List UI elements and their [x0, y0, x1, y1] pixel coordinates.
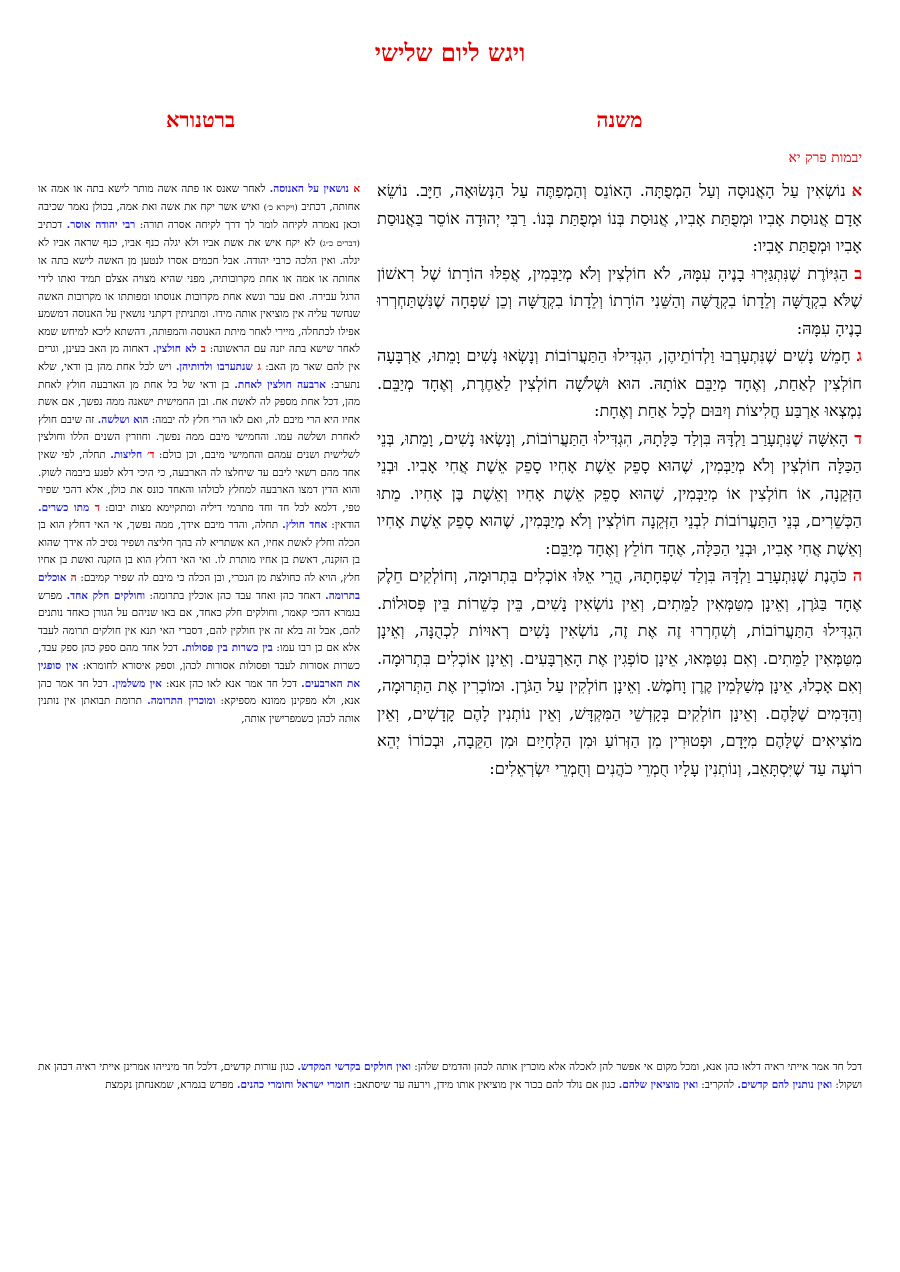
commentary-lemma: חומרי ישראל וחומרי כהנים.: [236, 1078, 350, 1091]
commentary-text: דכל אחד מהם ספק כהן ספק עבד, כשרות אסורות לעבד ופסולות אסורות לכהן, וספק איסורא לחומרא:: [38, 642, 360, 673]
commentary-lemma: אין משלמין.: [111, 677, 162, 690]
commentary-lemma: מתו כשרים.: [38, 501, 90, 514]
commentary-text: זה שיבם חולץ לאחרת ושלשה עמו. והחמישי מיבם ממה נפשך. וחוזרין השנים הללו וחולצין לשלישית ושנים עמהם והחמישי מיבם, וכן כולם:: [38, 413, 361, 461]
commentary-text: דכל חד אמר כהן אנא, ולא מפקינן ממונא מספיקא:: [38, 677, 360, 708]
commentary-mishnah-number: ד׳: [142, 448, 155, 461]
commentary-lemma: רבי יהודה אוסר.: [66, 219, 136, 232]
commentary-text: לאחר שאנס או פתה אשה מותר לישא בתה או אמה או אחותה, דכתיב: [38, 183, 360, 213]
mishnah-heading: משנה: [596, 107, 643, 132]
commentary-text: ויש לכל אחת מהן בן ודאי, שלא נתערב:: [38, 360, 361, 391]
commentary-text: בן ודאי של כל אחת מן הארבעה חולץ לאחת מהן, דכל אחת מספק לה לאשת אח. ובן החמישית ישאנה ממה נפשך, אם אשת אחיו היא הרי מיבם לה, ואם לאו הרי חלץ לה יבמה:: [38, 378, 360, 426]
mishnah-text: הָאִשָּׁה שֶׁנִּתְעָרַב וַלְדָּהּ בִּוְלַד כַּלָּתָהּ, הִגְדִּילוּ הַתַּעֲרוֹבוֹת, וְנָשְׂאוּ נָשִׁים, וָמֵתוּ, בְּנֵי הַכַּלָּה חוֹלְצִין וְלֹא מְיַבְּמִין, שֶׁהוּא סָפֵק אֵשֶׁת אָחִיו סָפֵק אֵשֶׁת אֲחִי אָבִיו. וּבְנֵי הַזְּקֵנָה, אוֹ חוֹלְצִין אוֹ מְיַבְּמִין, שֶׁהוּא סָפֵק אֵשֶׁת אָחִיו וְאֵשֶׁת בֶּן אָחִיו. מֵתוּ הַכְּשֵׁרִים, בְּנֵי הַתַּעֲרוֹבוֹת לִבְנֵי הַזְּקֵנָה חוֹלְצִין וְלֹא מְיַבְּמִין, שֶׁהוּא סָפֵק אֵשֶׁת אָחִיו וְאֵשֶׁת אֲחִי אָבִיו, וּבְנֵי הַכַּלָּה, אֶחָד חוֹלֵץ וְאֶחָד מְיַבֵּם:: [377, 428, 862, 558]
bartenura-heading: ברטנורא: [165, 107, 236, 132]
commentary-lemma: ואין חולקים בקדשי המקדש.: [297, 1061, 411, 1073]
commentary-lemma: שנתערבו ולדותיהן.: [175, 360, 253, 373]
commentary-text: דאחד כהן ואחד עבד כהן אוכלין בתרומה:: [145, 589, 326, 602]
commentary-text: כגון עורות קדשים, דלכל חד מינייהו אמרינן אייתי ראיה דכהן את ושקול:: [38, 1061, 862, 1091]
mishnah-paragraph: [377, 177, 862, 260]
commentary-lemma: אוכלים בתרומה.: [38, 572, 360, 602]
mishnah-paragraph: [377, 425, 862, 563]
mishnah-paragraph: [377, 562, 862, 782]
commentary-citation: (ויקרא כ׳): [263, 202, 298, 213]
commentary-lemma: לא חולצין.: [152, 343, 197, 356]
commentary-text: כגון אם נולד להם בכור אין מוציאין אותו מידן, וירעה עד שיסתאב:: [349, 1078, 619, 1091]
commentary-mishnah-number: ד: [89, 501, 100, 514]
commentary-text: תחלה, והדר מיבם אידך, ממה נפשך, אי האי דחלץ הוא בן הכלה וחלץ לאשת אחיו, הא אשתריא לה בהך חליצה ושפיר נסיב לה אידך שהוא בן הזקנה, דאשת בן אחיו מותרת לו. ואי האי דחלץ הוא בן הזקנה ואשת בן אחיו חלץ, הויא לה כחולצת מן הנכרי, ובן הכלה כי מיבם לה שפיר קמיבם:: [38, 519, 360, 585]
mishnah-number: ב: [854, 263, 862, 283]
commentary-lemma: ארבעה חולצין לאחת.: [234, 378, 326, 391]
commentary-mishnah-number: ג: [252, 360, 261, 373]
commentary-text: תחלה, לפי שאין אחד מהם רשאי ליבם עד שיחלצו לה הארבעה, כי היכי דלא לפגע ביבמה לשוק. והוא הדין דמצו הארבעה למחלץ לכולהו והאחד כונס את כולן, אלא דהכי שפיר טפי, דלמא לכל חד וחד מתרמי דיליה ומתקיימא מצות יבום:: [38, 448, 360, 514]
commentary-mishnah-number: ה: [66, 572, 77, 585]
mishnah-paragraph: [377, 342, 862, 425]
mishnah-number: א: [851, 181, 862, 200]
mishnah-text: כֹּהֶנֶת שֶׁנִּתְעָרַב וַלְדָּהּ בִּוְלַד שִׁפְחָתָהּ, הֲרֵי אֵלּוּ אוֹכְלִים בִּתְרוּמָה, וְחוֹלְקִים חֵלֶק אֶחָד בַּגֹּרֶן, וְאֵינָן מִטַּמְּאִין לַמֵּתִים, וְאֵין נוֹשְׂאִין נָשִׁים, בֵּין כְּשֵׁרוֹת בֵּין פְּסוּלוֹת. הִגְדִּילוּ הַתַּעֲרוֹבוֹת, וְשִׁחְרְרוּ זֶה אֶת זֶה, נוֹשְׂאִין נָשִׁים רְאוּיוֹת לִכְהֻנָּה, וְאֵינָן מִטַּמְּאִין לַמֵּתִים. וְאִם נִטַּמְּאוּ, אֵינָן סוֹפְגִין אֶת הָאַרְבָּעִים. וְאֵינָן אוֹכְלִים בִּתְרוּמָה. וְאִם אָכְלוּ, אֵינָן מְשַׁלְּמִין קֶרֶן וָחֹמֶשׁ. וְאֵינָן חוֹלְקִין עַל הַגֹּרֶן. וּמוֹכְרִין אֶת הַתְּרוּמָה, וְהַדָּמִים שֶׁלָּהֶם. וְאֵינָן חוֹלְקִים בְּקָדְשֵׁי הַמִּקְדָּשׁ, וְאֵין נוֹתְנִין לָהֶם קָדָשִׁים, וְאֵין מוֹצִיאִים שֶׁלָּהֶם מִיָּדָם, וּפְטוּרִין מִן הַזְּרוֹעַ וּמִן הַלְּחָיַיִם וּמִן הַקֵּבָה, וּבְכוֹרוֹ יְהֵא רוֹעֶה עַד שֶׁיִּסְתָּאֵב, וְנוֹתְנִין עָלָיו חֻמְרֵי כֹהֲנִים וְחֻמְרֵי יִשְׂרְאֵלִים:: [377, 566, 862, 778]
chapter-label: יבמות פרק יא: [788, 150, 862, 166]
mishnah-number: ג: [856, 346, 862, 365]
commentary-text: ואיש אשר יקח את אשה ואת אמה, בכולן נאמר שכיבה וכאן נאמרה לקיחה לומר לך דרך לקיחה אסרה תורה:: [38, 200, 361, 232]
commentary-text: דכתיב: [38, 219, 67, 232]
commentary-text: דאחוה מן האב בעינן, וגרים אין להם שאר מן האב:: [38, 343, 360, 373]
commentary-text: דכל חד אמר אנא לאו כהן אנא:: [161, 677, 302, 690]
bartenura-column: [38, 181, 360, 728]
commentary-lemma: ואין מוציאין שלהם.: [618, 1078, 698, 1091]
commentary-lemma: הוא ושלשה.: [97, 413, 149, 426]
commentary-lemma: וחולקים חלק אחד.: [66, 589, 146, 602]
commentary-lemma: נושאין על האנוסה.: [269, 183, 349, 195]
mishnah-column: [377, 177, 862, 782]
commentary-mishnah-number: ב: [196, 343, 206, 356]
commentary-mishnah-number: א: [348, 183, 360, 195]
mishnah-text: חָמֵשׁ נָשִׁים שֶׁנִּתְעָרְבוּ וַלְדוֹתֵיהֶן, הִגְדִּילוּ הַתַּעֲרוֹבוֹת וְנָשְׂאוּ נָשִׁים וָמֵתוּ, אַרְבָּעָה חוֹלְצִין לְאַחַת, וְאֶחָד מְיַבֵּם אוֹתָהּ. הוּא וּשְׁלֹשָׁה חוֹלְצִין לַאַחֶרֶת, וְאֶחָד מְיַבֵּם. נִמְצְאוּ אַרְבַּע חֲלִיצוֹת וְיִבּוּם לְכָל אַחַת וְאֶחָת:: [377, 346, 862, 420]
mishnah-paragraph: [377, 260, 862, 343]
commentary-lemma: חליצות.: [110, 448, 143, 461]
bartenura-continuation: [38, 1059, 862, 1094]
commentary-text: הודאין:: [327, 519, 361, 532]
commentary-lemma: אין סופגין את הארבעים.: [38, 660, 360, 690]
commentary-text: דכל חד אמר אייתי ראיה דלאו כהן אנא, ומכל מקום אי אפשר להן לאכלה אלא מוכרין אותה לכהן והדמים שלהן:: [410, 1061, 863, 1073]
commentary-lemma: אחד חולץ.: [282, 519, 328, 532]
commentary-text: להקריב:: [698, 1078, 738, 1091]
mishnah-text: הַגִּיּוֹרֶת שֶׁנִּתְגַּיְּרוּ בָנֶיהָ עִמָּהּ, לֹא חוֹלְצִין וְלֹא מְיַבְּמִין, אֲפִלּוּ הוֹרָתוֹ שֶׁל רִאשׁוֹן שֶׁלֹּא בִקְדֻשָּׁה וְלֵדָתוֹ בִקְדֻשָּׁה וְהַשֵּׁנִי הוֹרָתוֹ וְלֵדָתוֹ בִקְדֻשָּׁה וְכֵן שִׁפְחָה שֶׁנִּשְׁתַּחְרְרוּ בָנֶיהָ עִמָּהּ:: [377, 263, 862, 338]
commentary-lemma: ומוכרין התרומה.: [147, 695, 216, 708]
commentary-lemma: בין כשרות בין פסולות.: [181, 642, 273, 655]
page-title: ויגש ליום שלישי: [374, 38, 526, 67]
commentary-citation: (דברים כ״ג): [319, 238, 360, 249]
commentary-text: מפרש בגמרא, שמאנחתן נקמצת: [105, 1078, 237, 1091]
mishnah-number: ה: [852, 566, 862, 585]
commentary-text: תרומת תבואתן אין נותנין אותה לכהן כשמפרישין אותה,: [38, 695, 360, 725]
commentary-lemma: ואין נותנין להם קדשים.: [737, 1078, 833, 1091]
commentary-text: לא יקח איש את אשת אביו ולא יגלה כנף אביו, כנף שראה אביו לא יגלה. ואין הלכה כרבי יהודה. אבל חכמים אסרו לנטען מן האשה לישא בתה או אחותה או אמה או אחת מקרובותיה, מפני שהיא מצויה אצלם תמיד ואתו לידי הרגל עבירה. ואם עבר ונשא אחת מקרובות אנוסתו ומפותתו או מקרובות האשה שנחשד עליה אין מוציאין אותה מידו. ומתניתין דקתני נושאין על האנוסה דמשמע אפילו לכתחלה, מיירי לאחר מיתת האנוסה והמפותה, דהשתא ליכא למיחש שמא לאחר שישא בתה יזנה עם הראשונה:: [38, 236, 360, 356]
mishnah-number: ד: [854, 428, 862, 448]
mishnah-text: נוֹשְׂאִין עַל הָאֲנוּסָה וְעַל הַמְפֻתָּה. הָאוֹנֵס וְהַמְפַתֶּה עַל הַנְּשׂוּאָה, חַיָּב. נוֹשֵׂא אָדָם אֲנוּסַת אָבִיו וּמְפֻתַּת אָבִיו, אֲנוּסַת בְּנוֹ וּמְפֻתַּת בְּנוֹ. רַבִּי יְהוּדָה אוֹסֵר בַּאֲנוּסַת אָבִיו וּמְפֻתַּת אָבִיו:: [377, 181, 862, 255]
commentary-text: מפרש בגמרא דהכי קאמר, וחולקים חלק כאחד, אם באו שניהם על הגורן כאחד נותנים להם, אבל זה בלא זה אין חולקין להם, דסברי האי תנא אין חולקים תרומה לעבד אלא אם כן רבו עמו:: [38, 589, 361, 655]
